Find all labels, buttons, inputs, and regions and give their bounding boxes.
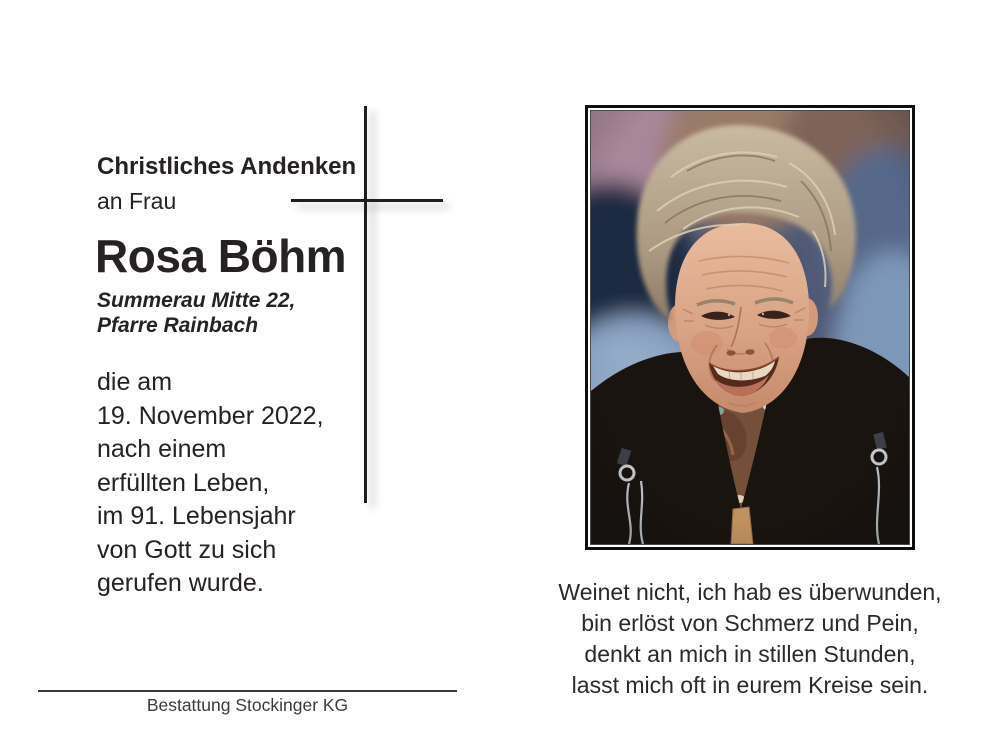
cross-vertical-bar	[364, 106, 367, 503]
portrait-photo	[590, 110, 910, 545]
obituary-line: nach einem	[97, 435, 227, 463]
obituary-line: gerufen wurde.	[97, 569, 264, 597]
address-line: Pfarre Rainbach	[97, 314, 259, 337]
verse-line: lasst mich oft in eurem Kreise sein.	[571, 672, 929, 698]
obituary-line: von Gott zu sich	[97, 535, 277, 564]
deceased-name: Rosa Böhm	[95, 230, 347, 282]
cross-horizontal-bar	[291, 199, 443, 202]
heading-text: Christliches Andenken	[97, 153, 357, 180]
address-line: Summerau Mitte 22,	[97, 289, 296, 312]
address-block	[97, 288, 295, 338]
verse-line: bin erlöst von Schmerz und Pein,	[581, 610, 919, 636]
verse-line: Weinet nicht, ich hab es überwunden,	[558, 579, 942, 605]
obituary-line: erfüllten Leben,	[97, 468, 270, 497]
footer-divider	[38, 690, 457, 692]
salutation-text: an Frau	[97, 188, 177, 214]
obituary-block	[97, 366, 324, 601]
obituary-line: 19. November 2022,	[97, 401, 324, 430]
funeral-home-name: Bestattung Stockinger KG	[146, 695, 349, 715]
verse-line: denkt an mich in stillen Stunden,	[584, 641, 916, 667]
obituary-line: im 91. Lebensjahr	[97, 502, 296, 530]
obituary-line: die am	[97, 368, 173, 396]
verse-block	[530, 577, 970, 701]
portrait-frame	[585, 105, 915, 550]
